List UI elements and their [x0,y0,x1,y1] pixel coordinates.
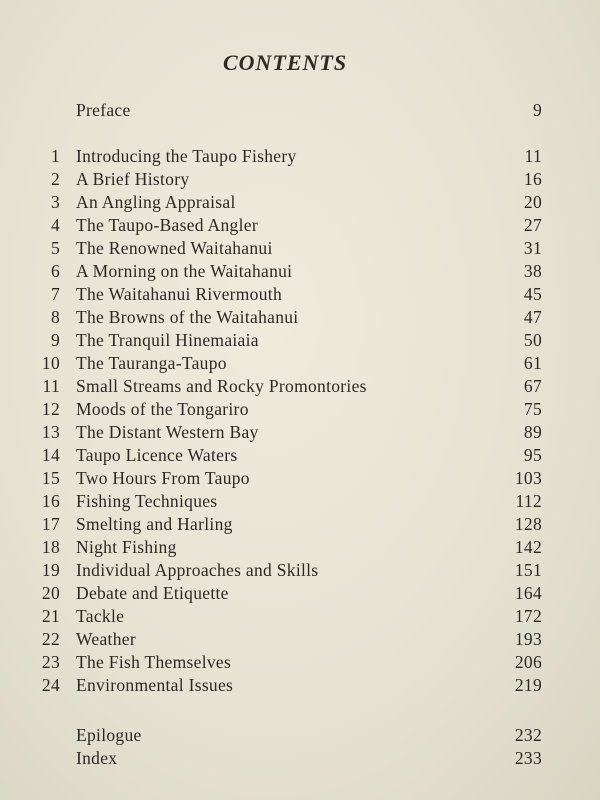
chapter-page: 172 [514,606,542,626]
chapter-number: 13 [41,422,60,442]
chapter-number: 17 [41,514,60,534]
chapter-title: The Browns of the Waitahanui [76,307,299,327]
chapter-page: 103 [514,468,542,488]
chapter-page: 38 [523,261,542,281]
toc-entry-chapter [0,536,600,559]
chapter-title: Moods of the Tongariro [76,399,249,419]
chapter-title: The Fish Themselves [76,652,232,672]
chapter-number: 8 [50,307,60,327]
entry-page: 232 [514,725,542,745]
chapter-number: 12 [41,399,60,419]
toc-entry-chapter [0,444,600,467]
chapter-page: 67 [523,376,542,396]
chapter-number: 1 [50,146,60,166]
toc-entry-chapter [0,375,600,398]
chapter-page: 128 [514,514,542,534]
chapter-number: 18 [41,537,60,557]
toc-entry-chapter [0,513,600,536]
toc-entry-chapter [0,329,600,352]
toc-entry-chapter [0,490,600,513]
toc-entry-chapter [0,582,600,605]
chapter-title: The Distant Western Bay [76,422,259,442]
chapter-number: 5 [50,238,60,258]
toc-entry-chapter [0,283,600,306]
toc-entry-chapter [0,628,600,651]
chapter-number: 3 [50,192,60,212]
chapter-page: 95 [523,445,542,465]
chapter-page: 11 [524,146,542,166]
toc-entry-chapter [0,352,600,375]
chapter-page: 89 [523,422,542,442]
toc-entry-chapter [0,605,600,628]
chapter-title: The Taupo-Based Angler [76,215,258,235]
chapter-page: 193 [514,629,542,649]
chapter-page: 112 [515,491,542,511]
chapter-page: 206 [514,652,542,672]
chapter-title: The Waitahanui Rivermouth [76,284,282,304]
toc-entry-chapter [0,398,600,421]
chapter-title: Individual Approaches and Skills [76,560,319,580]
chapter-number: 20 [41,583,60,603]
toc-entry-chapter [0,191,600,214]
chapter-number: 19 [41,560,60,580]
chapter-number: 16 [41,491,60,511]
chapter-title: Environmental Issues [76,675,234,695]
chapter-number: 6 [50,261,60,281]
toc-entry-chapter [0,168,600,191]
toc-entry-chapter [0,421,600,444]
entry-label: Index [76,748,118,768]
entry-page: 233 [514,748,542,768]
chapter-number: 23 [41,652,60,672]
chapter-title: Introducing the Taupo Fishery [76,146,297,166]
chapter-number: 15 [41,468,60,488]
toc-entry-chapter [0,306,600,329]
chapter-title: Two Hours From Taupo [76,468,250,488]
chapter-number: 11 [42,376,60,396]
chapter-number: 14 [41,445,60,465]
chapter-number: 7 [50,284,60,304]
toc-entry-chapter [0,467,600,490]
entry-page: 9 [532,100,542,120]
chapter-title: A Morning on the Waitahanui [76,261,293,281]
entry-label: Preface [76,100,131,120]
chapter-title: Debate and Etiquette [76,583,229,603]
chapter-title: The Renowned Waitahanui [76,238,273,258]
chapter-number: 22 [41,629,60,649]
chapter-page: 164 [514,583,542,603]
toc-entry-preface [0,99,600,122]
toc-entry-chapter [0,237,600,260]
toc-entry-chapter [0,260,600,283]
chapter-title: Small Streams and Rocky Promontories [76,376,367,396]
chapter-title: Weather [76,629,136,649]
chapter-title: Taupo Licence Waters [76,445,238,465]
toc-entry-chapter [0,145,600,168]
chapter-page: 75 [523,399,542,419]
chapter-title: An Angling Appraisal [76,192,236,212]
chapter-title: Fishing Techniques [76,491,218,511]
chapter-title: Night Fishing [76,537,177,557]
chapter-page: 151 [514,560,542,580]
chapter-page: 16 [523,169,542,189]
chapter-page: 47 [523,307,542,327]
toc-entry-chapter [0,651,600,674]
chapter-number: 24 [41,675,60,695]
toc-entry-chapter [0,559,600,582]
chapter-number: 4 [50,215,60,235]
chapter-page: 142 [514,537,542,557]
chapter-page: 31 [523,238,542,258]
toc-entry-index [0,747,600,770]
chapter-page: 219 [514,675,542,695]
chapter-title: A Brief History [76,169,190,189]
chapter-title: Tackle [76,606,125,626]
page-title: CONTENTS [222,50,348,75]
chapter-title: The Tauranga-Taupo [76,353,227,373]
chapter-number: 9 [50,330,60,350]
chapter-number: 21 [41,606,60,626]
chapter-page: 20 [523,192,542,212]
chapter-number: 2 [50,169,60,189]
toc-entry-chapter [0,214,600,237]
chapter-page: 50 [523,330,542,350]
entry-label: Epilogue [76,725,142,745]
chapter-number: 10 [41,353,60,373]
chapter-page: 61 [523,353,542,373]
chapter-title: The Tranquil Hinemaiaia [76,330,259,350]
chapter-page: 27 [523,215,542,235]
chapter-title: Smelting and Harling [76,514,233,534]
toc-entry-epilogue [0,724,600,747]
chapter-page: 45 [523,284,542,304]
toc-entry-chapter [0,674,600,697]
